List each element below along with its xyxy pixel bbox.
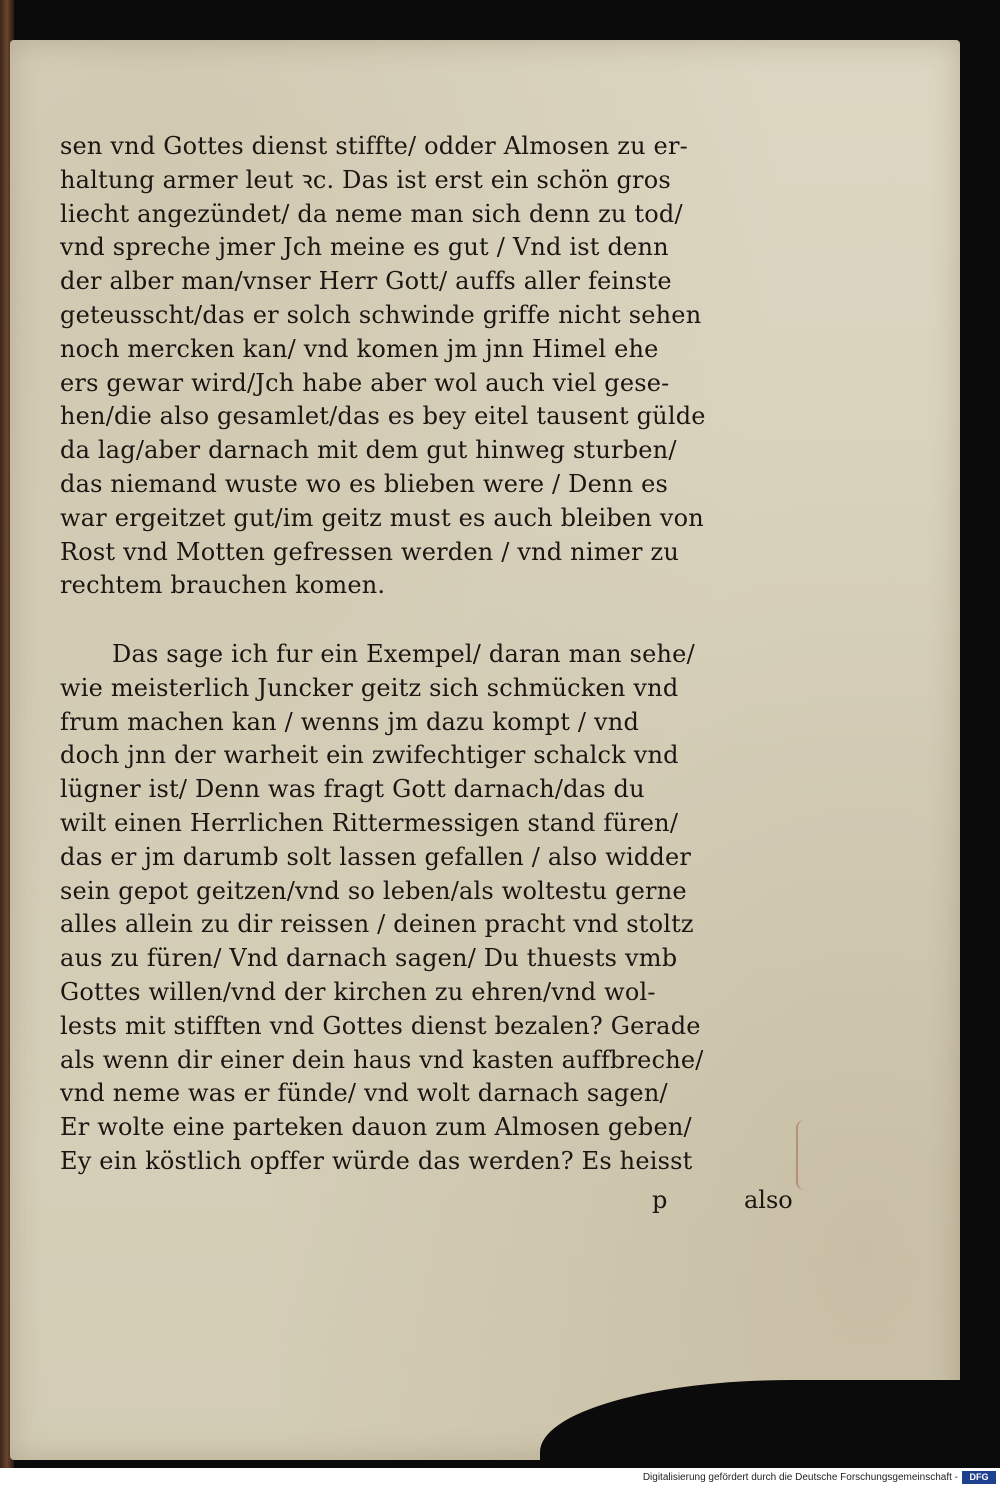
text-line: Rost vnd Motten gefressen werden / vnd nimer zu [60,537,680,566]
text-line: da lag/aber darnach mit dem gut hinweg sturben/ [60,436,677,465]
text-line: wie meisterlich Juncker geitz sich schmücken vnd [60,673,679,702]
text-line: liecht angezündet/ da neme man sich denn zu tod/ [60,199,683,228]
text-line: war ergeitzet gut/im geitz must es auch bleiben von [60,503,704,532]
text-line: Er wolte eine parteken dauon zum Almosen geben/ [60,1113,692,1142]
text-line: als wenn dir einer dein haus vnd kasten auffbreche/ [60,1045,704,1074]
text-line: das niemand wuste wo es blieben were / Denn es [60,469,669,498]
paragraph-1 [60,130,800,603]
text-line: vnd neme was er fünde/ vnd wolt darnach sagen/ [60,1079,668,1108]
text-line: ers gewar wird/Jch habe aber wol auch viel gese- [60,368,670,397]
text-line: wilt einen Herrlichen Rittermessigen stand füren/ [60,808,679,837]
text-line: Gottes willen/vnd der kirchen zu ehren/vnd wol- [60,977,656,1006]
funding-credit: Digitalisierung gefördert durch die Deutsche Forschungsgemeinschaft - [642,1472,958,1483]
text-line: lügner ist/ Denn was fragt Gott darnach/das du [60,775,645,804]
text-line: sen vnd Gottes dienst stiffte/ odder Almosen zu er- [60,132,688,160]
text-line: aus zu füren/ Vnd darnach sagen/ Du thuests vmb [60,944,678,973]
text-line: lests mit stifften vnd Gottes dienst bezalen? Gerade [60,1011,701,1040]
text-line: Ey ein köstlich opffer würde das werden? Es heisst [60,1146,693,1175]
text-line: geteusscht/das er solch schwinde griffe nicht sehen [60,300,702,329]
text-line: rechtem brauchen komen. [60,571,386,600]
catchword: also [744,1186,793,1214]
text-line: vnd spreche jmer Jch meine es gut / Vnd ist denn [60,233,669,262]
text-line: der alber man/vnser Herr Gott/ auffs aller feinste [60,267,672,296]
text-line: Das sage ich fur ein Exempel/ daran man sehe/ [112,640,695,668]
paragraph-2 [60,638,800,1179]
dfg-logo: DFG [962,1471,996,1484]
text-line: das er jm darumb solt lassen gefallen / also widder [60,842,692,871]
text-line: doch jnn der warheit ein zwifechtiger schalck vnd [60,741,679,770]
margin-pencil-mark [796,1120,810,1190]
text-line: sein gepot geitzen/vnd so leben/als woltestu gerne [60,876,687,905]
digitization-footer [0,1468,1000,1488]
signature-mark: p [652,1186,668,1214]
text-line: noch mercken kan/ vnd komen jm jnn Himel ehe [60,334,659,363]
text-line: hen/die also gesamlet/das es bey eitel tausent gülde [60,402,706,431]
text-line: alles allein zu dir reissen / deinen pracht vnd stoltz [60,910,694,939]
text-line: frum machen kan / wenns jm dazu kompt / vnd [60,707,640,736]
text-line: haltung armer leut ꝛc. Das ist erst ein schön gros [60,165,671,194]
